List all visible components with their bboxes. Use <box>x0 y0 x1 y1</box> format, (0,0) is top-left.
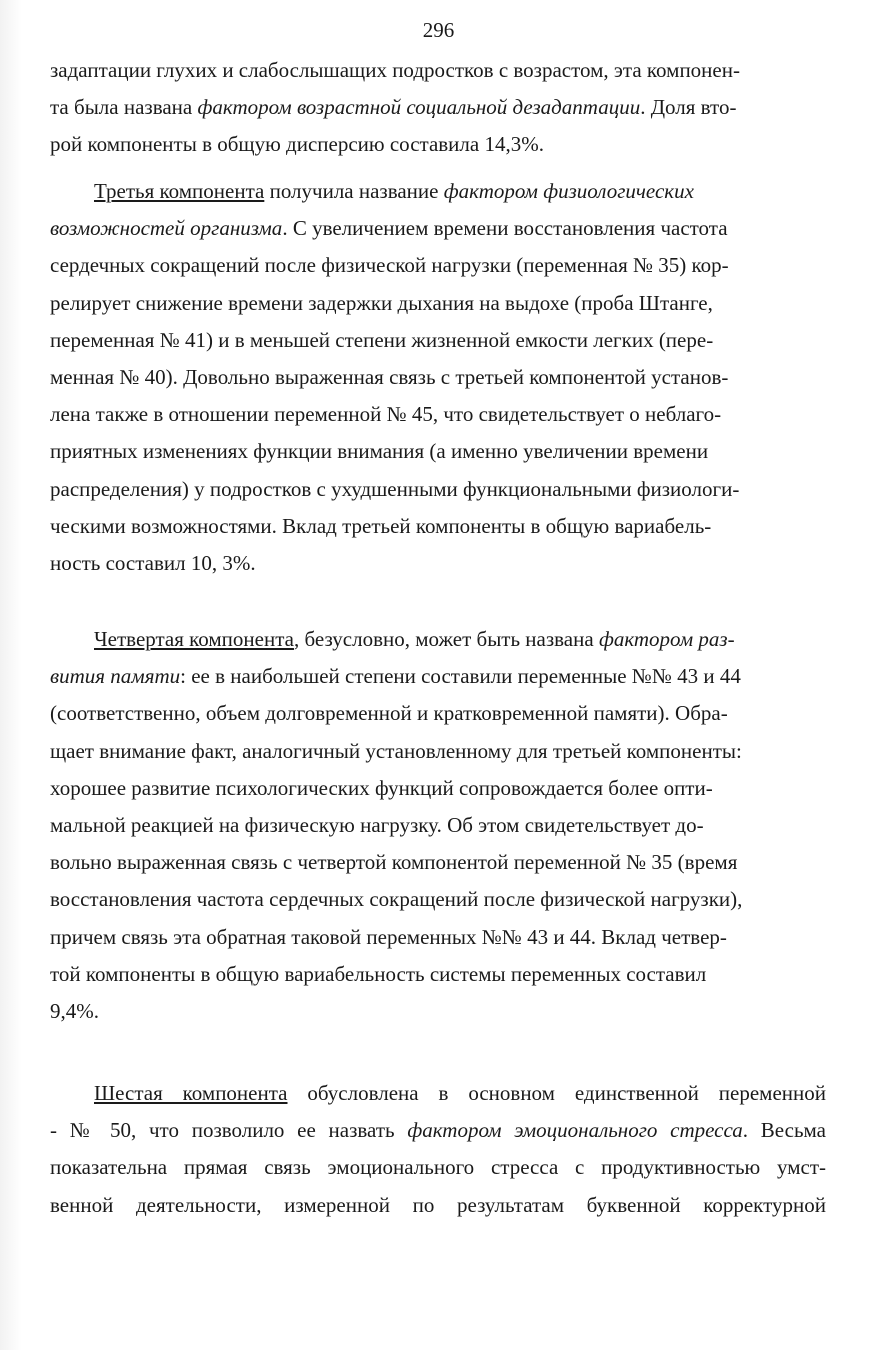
text-line: той компоненты в общую вариабельность системы переменных составил <box>50 961 707 986</box>
text-line: хорошее развитие психологических функций сопровождается более опти- <box>50 775 713 800</box>
text-line <box>50 1112 826 1149</box>
scan-edge-shadow <box>0 0 22 1350</box>
paragraph-third-component <box>50 173 826 582</box>
text-line: ческими возможностями. Вклад третьей компоненты в общую вариабель- <box>50 513 712 538</box>
text-line <box>50 210 826 247</box>
text-line: задаптации глухих и слабослышащих подростков с возрастом, эта компонен- <box>50 58 740 82</box>
text-line <box>50 621 826 658</box>
text-line: распределения) у подростков с ухудшенными функциональными физиологи- <box>50 476 740 501</box>
text-span: , безусловно, может быть названа <box>293 627 599 651</box>
text-line: венной деятельности, измеренной по результатам буквенной корректурной <box>50 1192 826 1217</box>
factor-name: фактором возрастной социальной дезадаптации <box>197 95 641 120</box>
component-heading: Шестая компонента <box>94 1081 288 1105</box>
text-line: сердечных сокращений после физической нагрузки (переменная № 35) кор- <box>50 253 729 278</box>
text-line <box>50 173 826 210</box>
text-span: . С увеличением времени восстановления частота <box>282 216 728 241</box>
paragraph-fourth-component <box>50 621 826 1030</box>
page-number: 296 <box>422 18 455 42</box>
paragraph-continuation <box>50 52 826 164</box>
text-span: : ее в наибольшей степени составили переменные №№ 43 и 44 <box>180 664 741 689</box>
text-line <box>50 658 826 695</box>
text-line: щает внимание факт, аналогичный установленному для третьей компоненты: <box>50 738 742 763</box>
text-span: . Весьма <box>742 1118 826 1143</box>
text-line: показательна прямая связь эмоционального стресса с продуктивностью умст- <box>50 1155 826 1180</box>
factor-name: фактором эмоционального стресса <box>407 1118 743 1143</box>
text-line: релирует снижение времени задержки дыхания на выдохе (проба Штанге, <box>50 290 713 315</box>
factor-name: фактором физиологических <box>443 179 694 203</box>
text-line: лена также в отношении переменной № 45, что свидетельствует о неблаго- <box>50 402 722 427</box>
text-line: восстановления частота сердечных сокращений после физической нагрузки), <box>50 887 743 912</box>
text-line: менная № 40). Довольно выраженная связь с третьей компонентой установ- <box>50 365 729 390</box>
component-heading: Третья компонента <box>94 179 265 203</box>
factor-name: вития памяти <box>50 664 181 689</box>
text-line: приятных изменениях функции внимания (а именно увеличении времени <box>50 439 709 464</box>
text-line: (соответственно, объем долговременной и кратковременной памяти). Обра- <box>50 701 728 726</box>
text-line <box>50 1075 826 1112</box>
text-span: - № 50, что позволило ее назвать <box>50 1118 408 1143</box>
factor-name: фактором раз- <box>598 627 735 651</box>
text-line: рой компоненты в общую дисперсию составила 14,3%. <box>50 132 544 157</box>
text-span: получила название <box>264 179 444 203</box>
text-line: вольно выраженная связь с четвертой компонентой переменной № 35 (время <box>50 850 738 875</box>
text-line: переменная № 41) и в меньшей степени жизненной емкости легких (пере- <box>50 327 714 352</box>
component-heading: Четвертая компонента <box>94 627 294 651</box>
text-line: 9,4%. <box>50 999 99 1024</box>
factor-name: возможностей организма <box>50 216 283 241</box>
text-span: та была названа <box>50 95 198 120</box>
text-span: . Доля вто- <box>640 95 737 120</box>
text-line: ность составил 10, 3%. <box>50 551 256 576</box>
text-line <box>50 89 826 126</box>
text-span: обусловлена в основном единственной переменной <box>287 1081 827 1105</box>
text-line: мальной реакцией на физическую нагрузку. Об этом свидетельствует до- <box>50 813 704 838</box>
paragraph-sixth-component <box>50 1075 826 1224</box>
text-line: причем связь эта обратная таковой переменных №№ 43 и 44. Вклад четвер- <box>50 924 727 949</box>
